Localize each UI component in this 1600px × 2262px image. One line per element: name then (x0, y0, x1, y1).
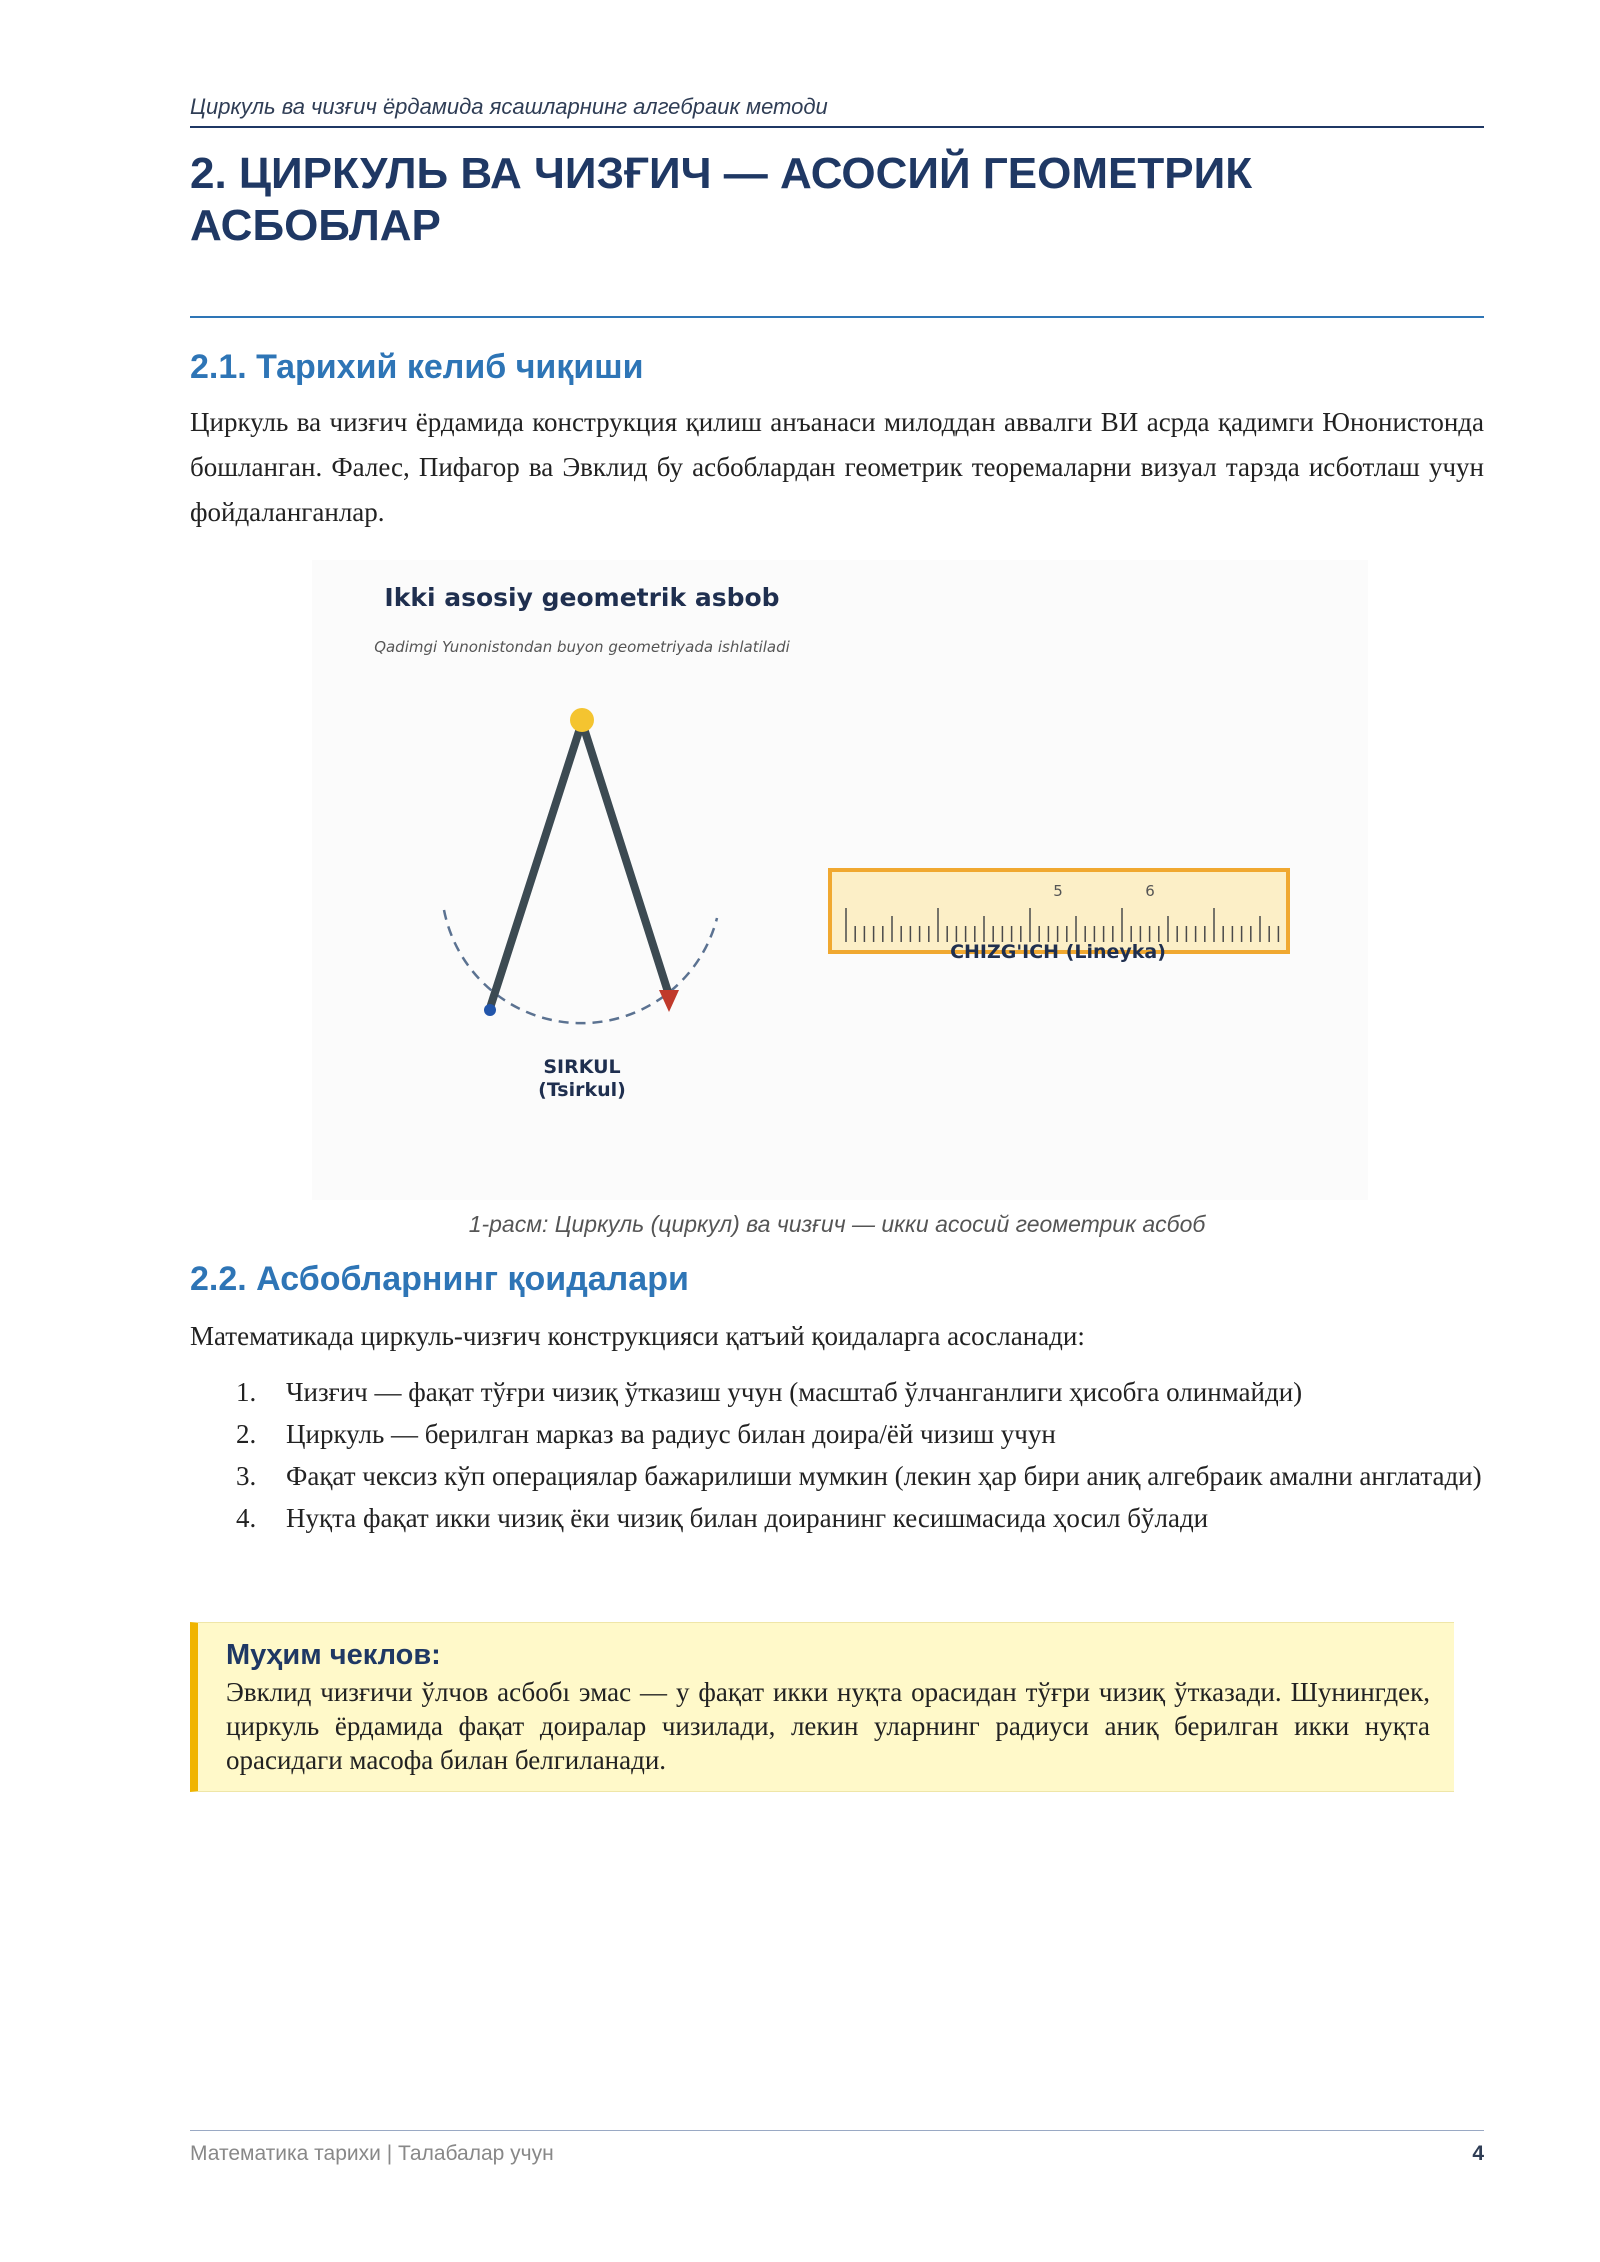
tools-illustration (312, 560, 1368, 1200)
compass-needle-leg (490, 722, 582, 1008)
page-number: 4 (1472, 2142, 1484, 2165)
note-title: Муҳим чеклов: (226, 1639, 441, 1671)
compass-pencil-leg (582, 722, 668, 992)
rule-number: 3. (236, 1461, 257, 1491)
running-header: Циркуль ва чизғич ёрдамида ясашларнинг алгебраик методи (190, 94, 1484, 128)
rule-item (190, 1418, 1484, 1451)
rule-text: Чизғич — фақат тўғри чизиқ ўтказиш учун (масштаб ўлчанганлиги ҳисобга олинмайди) (286, 1377, 1303, 1407)
rules-intro: Математикада циркуль-чизғич конструкцияси қатъий қоидаларга асосланади: (190, 1321, 1085, 1351)
figure-subtitle: Qadimgi Yunonistondan buyon geometriyada ishlatiladi (374, 638, 790, 656)
needle-point-icon (484, 1004, 496, 1016)
rule-number: 2. (236, 1419, 257, 1449)
rule-item (190, 1460, 1484, 1493)
chapter-title: 2. ЦИРКУЛЬ ВА ЧИЗҒИЧ — АСОСИЙ ГЕОМЕТРИК АСБОБЛАР (190, 149, 1253, 250)
footer-text: Математика тарихи | Талабалар учун (190, 2142, 554, 2165)
ruler-drawing (830, 870, 1288, 963)
figure-title: Ikki asosiy geometrik asbob (384, 583, 780, 612)
tools-figure (312, 560, 1368, 1200)
compass-label-translit: (Tsirkul) (538, 1079, 626, 1101)
compass-drawing (444, 708, 717, 1101)
rules-list (190, 1376, 1484, 1544)
hinge-icon (570, 708, 594, 732)
rule-text: Циркуль — берилган марказ ва радиус билан доира/ёй чизиш учун (286, 1419, 1056, 1449)
history-paragraph: Циркуль ва чизғич ёрдамида конструкция қилиш анъанаси милоддан аввалги ВИ асрда қадимги Юнонистонда бошланган. Фалес, Пифагор ва Эвклид бу асбоблардан геометрик теоремаларни визуал тарзда исботлаш учун фойдаланганлар. (190, 407, 1484, 527)
pencil-tip-icon (659, 990, 679, 1012)
ruler-number-6: 6 (1145, 882, 1155, 900)
footer-divider (190, 2130, 1484, 2131)
ruler-number-5: 5 (1053, 882, 1063, 900)
title-divider (190, 316, 1484, 318)
ruler-label: CHIZG'ICH (Lineyka) (950, 941, 1166, 963)
compass-arc (444, 910, 717, 1023)
important-note-box (190, 1622, 1454, 1792)
rule-number: 1. (236, 1377, 257, 1407)
section-heading-rules: 2.2. Асбобларнинг қоидалари (190, 1260, 689, 1298)
section-heading-history: 2.1. Тарихий келиб чиқиши (190, 348, 644, 386)
rule-item (190, 1376, 1484, 1409)
rule-number: 4. (236, 1503, 257, 1533)
note-text: Эвклид чизғичи ўлчов асбобı эмас — у фақат икки нуқта орасидан тўғри чизиқ ўтказади. Шунингдек, циркуль ёрдамида фақат доиралар чизилади, лекин уларнинг радиуси аниқ берилган икки нуқта орасидаги масофа билан белгиланади. (226, 1677, 1430, 1775)
rule-item (190, 1502, 1484, 1535)
rule-text: Фақат чексиз кўп операциялар бажарилиши мумкин (лекин ҳар бири аниқ алгебраик амални англатади) (286, 1461, 1482, 1491)
figure-caption: 1-расм: Циркуль (циркул) ва чизғич — икки асосий геометрик асбоб (468, 1211, 1206, 1237)
rule-text: Нуқта фақат икки чизиқ ёки чизиқ билан доиранинг кесишмасида ҳосил бўлади (286, 1503, 1209, 1533)
compass-label: SIRKUL (543, 1056, 621, 1078)
